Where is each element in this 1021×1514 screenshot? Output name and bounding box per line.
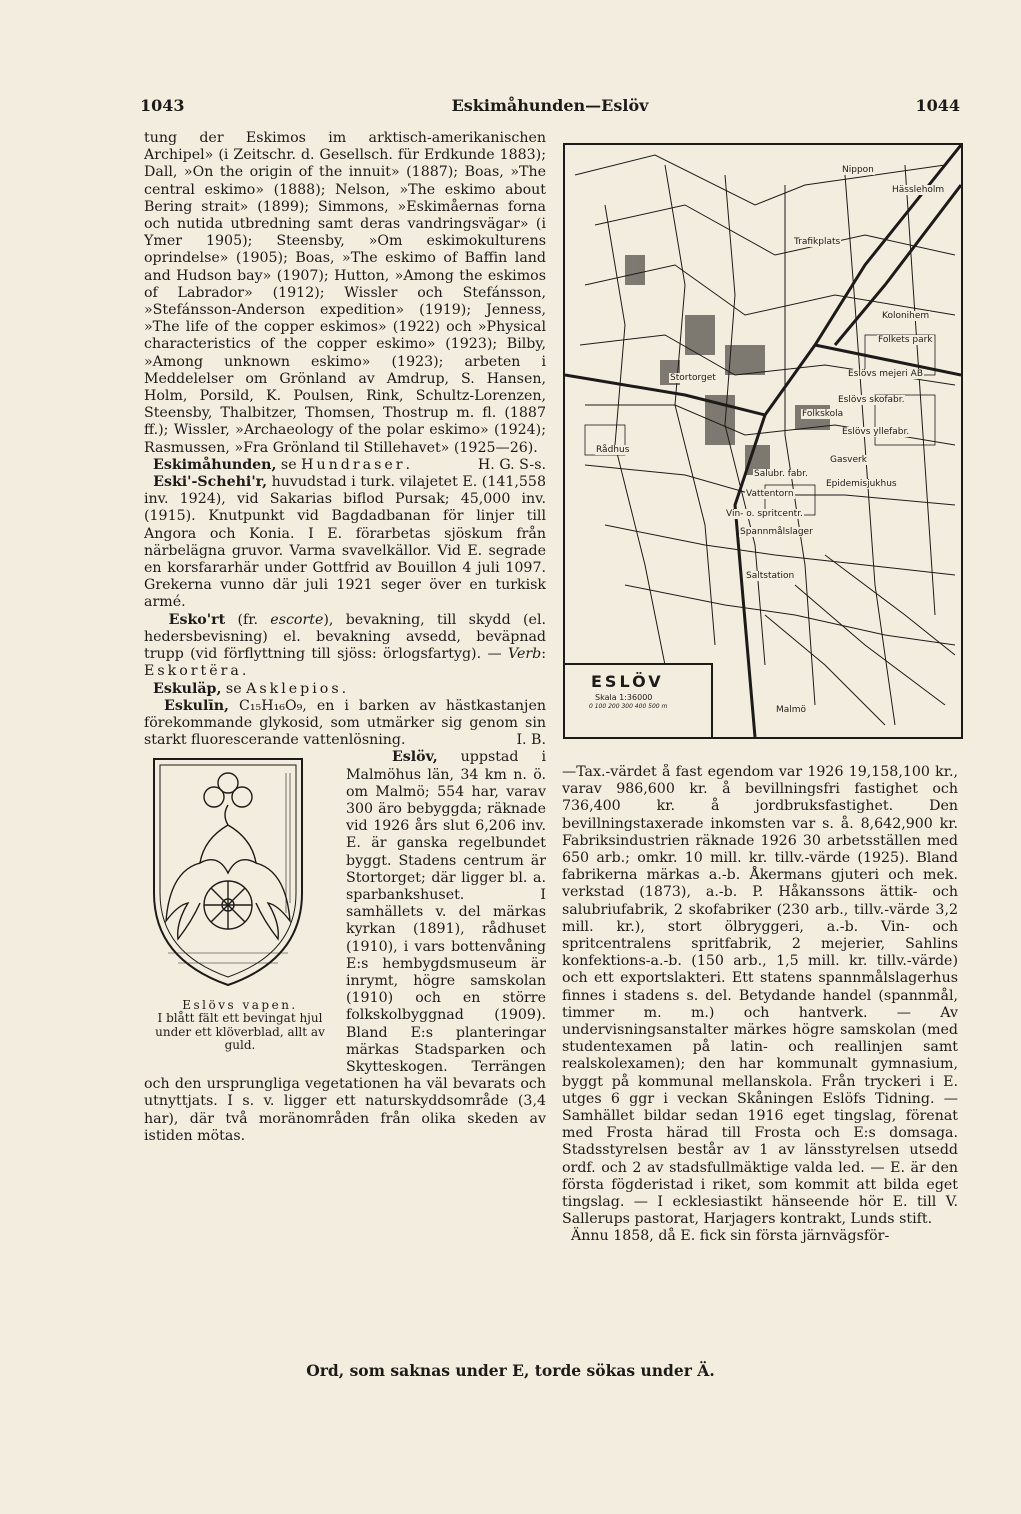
author-signature: H. G. S-s.	[477, 456, 546, 473]
map-label: Gasverk	[830, 455, 867, 465]
right-column	[562, 764, 958, 1364]
bibliography-paragraph: tung der Eskimos im arktisch-amerikanischen Archipel» (i Zeitschr. d. Gesellsch. für Erdkunde 1883); Dall, »On the origin of the innuit» (1887); Boas, »The central eskimo» (1888); Nelson, »The eskimo about Bering strait» (1899); Simmons, »Eskimåernas forna och nutida utbredning samt deras vandringsvägar» (i Ymer 1905); Steensby, »Om eskimokulturens oprindelse» (1905); Boas, »The eskimo of Baffin land and Hudson bay» (1907); Hutton, »Among the eskimos of Labrador» (1912); Wissler och Stefánsson, »Stefánsson-Anderson expedition» (1919); Jenness, »The life of the copper eskimos» (1922) och »Physical characteristics of the copper eskimo» (1923); Bilby, »Among unknown eskimo» (1923); arbeten i Meddelelser om Grönland av Amdrup, S. Hansen, Holm, Porsild, K. Poulsen, Rink, Schultz-Lorenzen, Steensby, Thalbitzer, Thomsen, Thostrup m. fl. (1887 ff.); Wissler, »Archaeology of the polar eskimo» (1924); Rasmussen, »Fra Grönland til Stillehavet» (1925—26). H. G. S-s.	[144, 130, 546, 473]
map-label: Spannmålslager	[740, 527, 813, 537]
page-footer-note: Ord, som saknas under E, torde sökas under Ä.	[306, 1361, 715, 1380]
entry-eskulap: Eskuläp, se Asklepios.	[153, 680, 347, 697]
map-scale-ticks: 0 100 200 300 400 500 m	[589, 703, 668, 710]
coat-of-arms-caption: Eslövs vapen. I blått fält ett bevingat hjul under ett klöverblad, allt av guld.	[155, 997, 325, 1053]
map-label: Eslövs yllefabr.	[842, 427, 910, 437]
map-label: Folkets park	[878, 335, 933, 345]
running-title: Eskimåhunden—Eslöv	[451, 96, 649, 115]
author-signature: I. B.	[516, 732, 546, 749]
eslov-railway-paragraph: Ännu 1858, då E. fick sin första järnvägsför-	[571, 1228, 890, 1245]
entry-eskulin: Eskulīn, C₁₅H₁₆O₉, en i barken av hästkastanjen förekommande glykosid, som utmärker sig genom sin starkt fluorescerande vattenlösning. I. B.	[144, 697, 546, 749]
left-column	[144, 130, 546, 1370]
map-label: Rådhus	[596, 445, 630, 455]
map-label: Hässleholm	[892, 185, 945, 195]
map-label: Trafikplats	[794, 237, 841, 247]
map-label: Folkskola	[802, 409, 844, 419]
town-map	[563, 143, 963, 739]
entry-eskimahunden: Eskimåhunden, se Hundraser.	[153, 456, 411, 473]
map-streets-icon	[565, 145, 961, 737]
map-label: Epidemisjukhus	[826, 479, 897, 489]
page-header	[140, 96, 960, 124]
map-label: Eslövs mejeri AB	[848, 369, 923, 379]
entry-head: Eslöv,	[391, 749, 438, 766]
map-label: Malmö	[776, 705, 807, 715]
cross-reference: Hundraser	[301, 456, 406, 473]
entry-eslov: Eslövs vapen. I blått fält ett bevingat hjul under ett klöverblad, allt av guld. Eslöv, uppstad i Malmöhus län, 34 km n. ö. om Malmö; 554 har, varav 300 äro bebyggda; räknade vid 1926 års slut 6,206 inv. E. är ganska regelbundet byggt. Stadens centrum är Stortorget; där ligger bl. a. sparbankshuset. I samhällets v. del märkas kyrkan (1891), rådhuset (1910), i vars bottenvåning E:s hembygdsmuseum är inrymt, högre samskolan (1910) och en större folkskolbyggnad (1909). Bland E:s planteringar märkas Stadsparken och Skytteskogen. Terrängen och den ursprungliga vegetationen ha väl bevarats och utnyttjats. I s. v. ligger ett naturskyddsområde (3,4 har), där två moränområden från olika skeden av istiden mötas.	[144, 749, 546, 1144]
map-label: Salubr. fabr.	[754, 469, 808, 479]
coat-of-arms-icon	[148, 753, 308, 989]
entry-head: Eskuläp,	[153, 680, 222, 697]
map-label: Vin- o. spritcentr.	[726, 509, 803, 519]
map-scale: Skala 1:36000	[595, 693, 653, 702]
entry-head: Eski'-Schehi'r,	[153, 474, 268, 491]
map-label: Nippon	[842, 165, 874, 175]
map-legend	[565, 663, 713, 737]
cross-reference: Asklepios	[246, 680, 342, 697]
entry-head: Eskulīn,	[164, 697, 229, 714]
map-label: Kolonihem	[882, 311, 930, 321]
page-number-left: 1043	[140, 96, 185, 115]
map-label: Vattentorn	[746, 489, 794, 499]
map-label: Saltstation	[746, 571, 795, 581]
map-label: Eslövs skofabr.	[838, 395, 905, 405]
coat-of-arms-figure	[144, 753, 336, 1063]
entry-eskischehir: Eski'-Schehi'r, huvudstad i turk. vilajetet E. (141,558 inv. 1924), vid Sakarias biflod Pursak; 45,000 inv. (1915). Knutpunkt vid Bagdadbanan för linjer till Angora och Konia. I E. förarbetas sjöskum från närbelägna gruvor. Varma svavelkällor. Vid E. segrade en korsfararhär under Gottfrid av Bouillon 4 juli 1097. Grekerna vunno där juli 1921 seger över en turkisk armé.	[144, 474, 546, 611]
entry-head: Esko'rt	[168, 611, 226, 628]
entry-head: Eskimåhunden,	[153, 456, 277, 473]
map-label: Stortorget	[670, 373, 716, 383]
map-title: ESLÖV	[591, 672, 664, 691]
eslov-continued-paragraph: —Tax.-värdet å fast egendom var 1926 19,158,100 kr., varav 986,600 kr. å bevillningsfri fastighet och 736,400 kr. å jordbruksfastighet. Den bevillningstaxerade inkomsten var s. å. 8,642,900 kr. Fabriksindustrien räknade 1926 30 arbetsställen med 650 arb.; omkr. 10 mill. kr. tillv.-värde (1925). Bland fabrikerna märkas a.-b. Åkermans gjuteri och mek. verkstad (1873), a.-b. P. Håkanssons ättik- och salubriufabrik, 2 skofabriker (230 arb., tillv.-värde 3,2 mill. kr.), stort ölbryggeri, a.-b. Vin- och spritcentralens spritfabrik, 2 mejerier, Sahlins konfektions-a.-b. (150 arb., 1,5 mill. kr. tillv.-värde) och ett exportslakteri. Ett statens spannmålslagerhus finnes i stadens s. del. Betydande handel (spannmål, timmer m. m.) och hantverk. — Av undervisningsanstalter märkes högre samskolan (med studentexamen på latin- och reallinjen samt realskolexamen); den har kommunalt gymnasium, byggt på kommunal mellanskola. Från tryckeri i E. utges 6 ggr i veckan Skåningen Eslöfs Tidning. — Samhället bildar sedan 1916 eget tingslag, förenat med Frosta härad till Frosta och E:s domsaga. Stadsstyrelsen består av 1 av länsstyrelsen utsedd ordf. och 2 av stadsfullmäktige valda led. — E. är den första fögderistad i riket, som kommit att bilda eget tingslag. — I ecklesiastikt hänseende hör E. till V. Sallerups pastorat, Harjagers kontrakt, Lunds stift.	[562, 764, 958, 1228]
page-number-right: 1044	[915, 96, 960, 115]
entry-eskort: Esko'rt (fr. escorte), bevakning, till skydd (el. hedersbevisning) el. bevakning avsedd, beväpnad trupp (vid förflyttning till sjöss: örlogsfartyg). — Verb: Eskortëra.	[144, 611, 546, 680]
